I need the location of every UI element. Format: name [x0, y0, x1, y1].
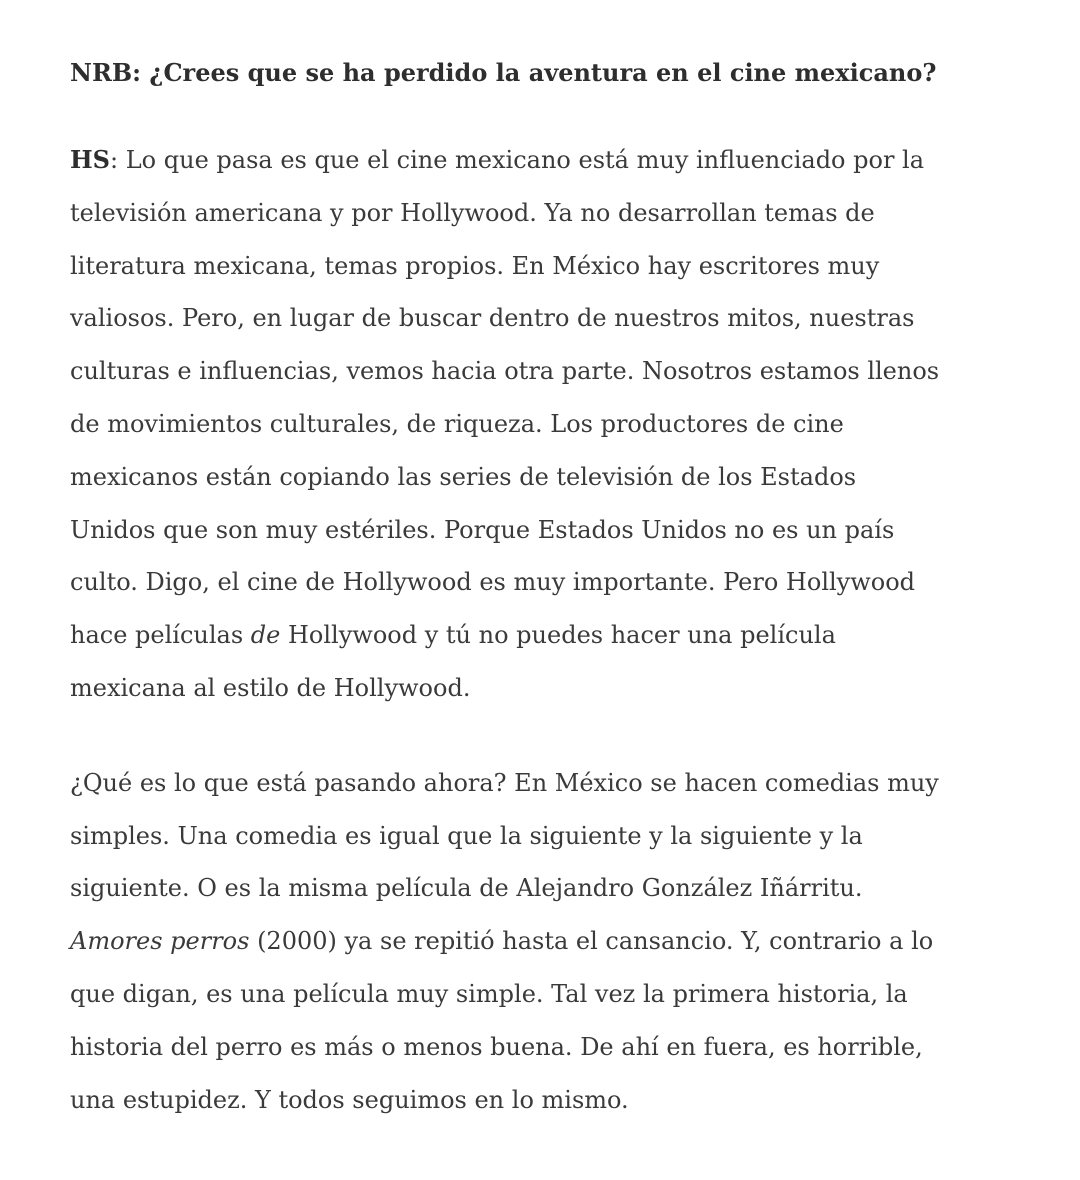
answer-text-2a: ¿Qué es lo que está pasando ahora? En México se hacen comedias muy simples. Una comedia es igual que la siguiente y la siguiente y la siguiente. O es la misma película de Alejandro González Iñárritu. [70, 768, 939, 903]
answer-paragraph-2 [70, 757, 940, 1127]
emphasis-word: de [250, 621, 281, 650]
film-title: Amores perros [70, 927, 250, 956]
answer-paragraph-1 [70, 134, 940, 715]
article-body [70, 53, 940, 1126]
interview-question: NRB: ¿Crees que se ha perdido la aventura en el cine mexicano? [70, 58, 937, 87]
answer-text-2b: (2000) ya se repitió hasta el cansancio. Y, contrario a lo que digan, es una película muy simple. Tal vez la primera historia, la historia del perro es más o menos buena. De ahí en fuera, es horrible, una estupidez. Y todos seguimos en lo mismo. [70, 927, 934, 1114]
answer-text-1a: Lo que pasa es que el cine mexicano está muy influenciado por la televisión americana y por Hollywood. Ya no desarrollan temas de literatura mexicana, temas propios. En México hay escritores muy valiosos. Pero, en lugar de buscar dentro de nuestros mitos, nuestras culturas e influencias, vemos hacia otra parte. Nosotros estamos llenos de movimientos culturales, de riqueza. Los productores de cine mexicanos están copiando las series de televisión de los Estados Unidos que son muy estériles. Porque Estados Unidos no es un país culto. Digo, el cine de Hollywood es muy importante. Pero Hollywood hace películas [70, 146, 940, 650]
speaker-separator: : [110, 146, 126, 174]
answer-text-1b: Hollywood y tú no puedes hacer una película mexicana al estilo de Hollywood. [70, 621, 836, 702]
speaker-label: HS [70, 145, 111, 174]
